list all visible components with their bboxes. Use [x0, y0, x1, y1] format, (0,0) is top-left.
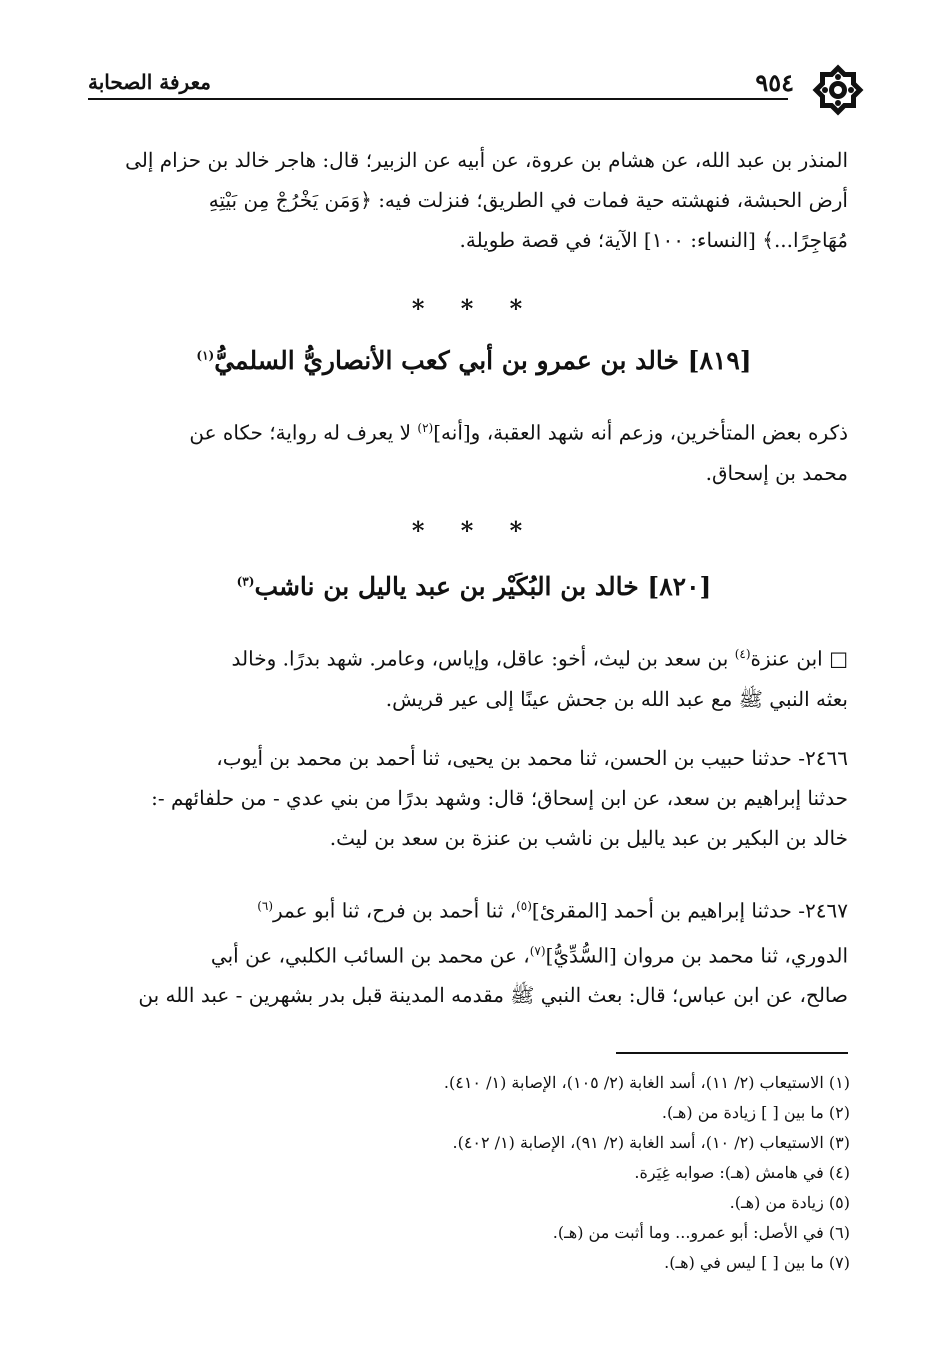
page-header [88, 58, 860, 110]
text-span: الدوري، ثنا محمد بن مروان [السُّدِّيُّ] [545, 943, 848, 968]
text-line: ٢٤٦٦- حدثنا حبيب بن الحسن، ثنا محمد بن يحيى، ثنا أحمد بن محمد بن أيوب، [216, 746, 848, 770]
text-line [88, 634, 848, 679]
text-line [88, 408, 848, 453]
footnote: (٦) في الأصل: أبو عمرو... وما أثبت من (هـ). [552, 1223, 850, 1242]
entry-820-intro [88, 634, 848, 719]
page-number: ٩٥٤ [755, 68, 794, 97]
text-line: المنذر بن عبد الله، عن هشام بن عروة، عن أبيه عن الزبير؛ قال: هاجر خالد بن حزام إلى [125, 148, 848, 172]
footnote-ref: (٢) [417, 421, 434, 435]
hadith-2467 [88, 886, 848, 1015]
section-separator: * * * [411, 294, 537, 323]
footnote-rule [616, 1052, 848, 1054]
footnote: (٤) في هامش (هـ): صوابه غِيَرة. [634, 1163, 850, 1182]
continuation-paragraph [88, 140, 848, 260]
header-rule [88, 98, 788, 100]
text-span: بن سعد بن ليث، أخو: عاقل، وإياس، وعامر. شهد بدرًا. وخالد [231, 646, 735, 671]
entry-heading-820 [0, 572, 948, 601]
heading-text: [٨١٩] خالد بن عمرو بن أبي كعب الأنصاريُّ السلميُّ [214, 346, 752, 375]
footnote: (١) الاستيعاب (٢/ ١١)، أسد الغابة (٢/ ١٠٥)، الإصابة (١/ ٤١٠). [443, 1073, 850, 1092]
footnote-ref: (٧) [529, 943, 546, 958]
text-line: بعثه النبي ﷺ مع عبد الله بن جحش عينًا إلى عير قريش. [385, 686, 848, 711]
octagonal-star-ornament-icon [810, 62, 866, 118]
text-line: صالح، عن ابن عباس؛ قال: بعث النبي ﷺ مقدمه المدينة قبل بدر بشهرين - عبد الله بن [138, 983, 848, 1008]
footnote: (٧) ما بين [ ] ليس في (هـ). [664, 1253, 850, 1272]
text-line: محمد بن إسحاق. [705, 460, 848, 485]
footnote: (٥) زيادة من (هـ). [729, 1193, 850, 1212]
box-marker: □ [829, 646, 848, 671]
footnote: (٣) الاستيعاب (٢/ ١٠)، أسد الغابة (٢/ ٩١)، الإصابة (١/ ٤٠٢). [452, 1133, 850, 1152]
footnote: (٢) ما بين [ ] زيادة من (هـ). [661, 1103, 850, 1122]
text-line: أرض الحبشة، فنهشته حية فمات في الطريق؛ فنزلت فيه: ﴿وَمَن يَخْرُجْ مِن بَيْتِهِ [208, 188, 848, 212]
text-span: لا يعرف له رواية؛ حكاه عن [189, 420, 418, 445]
footnote-ref: (٤) [734, 647, 751, 661]
footnotes [130, 1068, 850, 1278]
text-span: ذكره بعض المتأخرين، وزعم أنه شهد العقبة، و[أنه] [433, 420, 848, 445]
text-line: حدثنا إبراهيم بن سعد، عن ابن إسحاق؛ قال: وشهد بدرًا من بني عدي - من حلفائهم -: [151, 786, 848, 810]
entry-819-body [88, 408, 848, 493]
footnote-ref: (٦) [257, 899, 274, 913]
text-line [88, 931, 848, 976]
section-separator: * * * [411, 516, 537, 545]
text-span: ، عن محمد بن السائب الكلبي، عن أبي [210, 943, 530, 968]
text-line [88, 886, 848, 931]
footnote-ref: (٣) [236, 574, 255, 589]
text-span: ٢٤٦٧- حدثنا إبراهيم بن أحمد [المقرئ] [531, 898, 848, 923]
heading-text: [٨٢٠] خالد بن البُكَيْر بن عبد ياليل بن ناشب [254, 572, 712, 601]
text-line: خالد بن البكير بن عبد ياليل بن ناشب بن عنزة بن سعد بن ليث. [329, 826, 848, 850]
book-title: معرفة الصحابة [88, 70, 211, 94]
footnote-ref: (١) [196, 348, 215, 363]
footnote-ref: (٥) [516, 899, 532, 913]
text-span: ابن عنزة [750, 646, 830, 671]
entry-heading-819 [0, 346, 948, 375]
hadith-2466 [88, 738, 848, 858]
text-line: مُهَاجِرًا...﴾ [النساء: ١٠٠] الآية؛ في قصة طويلة. [459, 228, 848, 252]
text-span: ، ثنا أحمد بن فرح، ثنا أبو عمر [273, 898, 517, 923]
